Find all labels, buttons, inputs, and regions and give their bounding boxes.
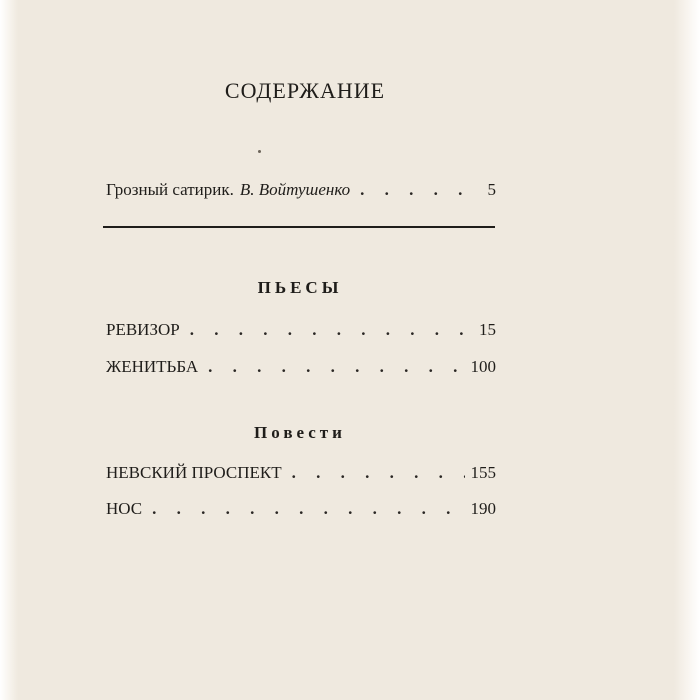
toc-entry-nevsky[interactable]	[106, 463, 496, 483]
toc-entry-page: 100	[470, 357, 496, 376]
toc-entry-title: НОС	[106, 499, 143, 518]
toc-entry-title: НЕВСКИЙ ПРОСПЕКТ	[106, 463, 282, 482]
toc-entry-title: ЖЕНИТЬБА	[106, 357, 199, 376]
section-title-stories: Повести	[254, 423, 346, 442]
dot-leader	[152, 499, 464, 519]
section-divider	[103, 226, 495, 228]
toc-entry-nos[interactable]	[106, 499, 496, 519]
toc-entry-author: В. Войтушенко	[239, 180, 351, 199]
toc-entry-page: 190	[470, 499, 496, 518]
toc-entry-title: Грозный сатирик.	[106, 180, 234, 199]
toc-entry-page: 5	[487, 180, 496, 199]
toc-entry-page: 155	[470, 463, 496, 482]
contents-heading: СОДЕРЖАНИЕ	[224, 78, 386, 103]
dot-leader	[208, 357, 464, 377]
page-edge-left	[0, 0, 18, 700]
toc-entry-zhenitba[interactable]	[106, 357, 496, 377]
toc-entry-intro[interactable]	[106, 180, 496, 200]
page-edge-right	[674, 0, 700, 700]
dot-leader	[190, 320, 473, 340]
toc-entry-page: 15	[479, 320, 496, 339]
section-title-plays: ПЬЕСЫ	[257, 278, 343, 297]
toc-entry-title: РЕВИЗОР	[106, 320, 180, 339]
paper-speck	[258, 150, 261, 153]
dot-leader	[360, 180, 481, 200]
dot-leader	[292, 463, 465, 483]
toc-entry-revizor[interactable]	[106, 320, 496, 340]
